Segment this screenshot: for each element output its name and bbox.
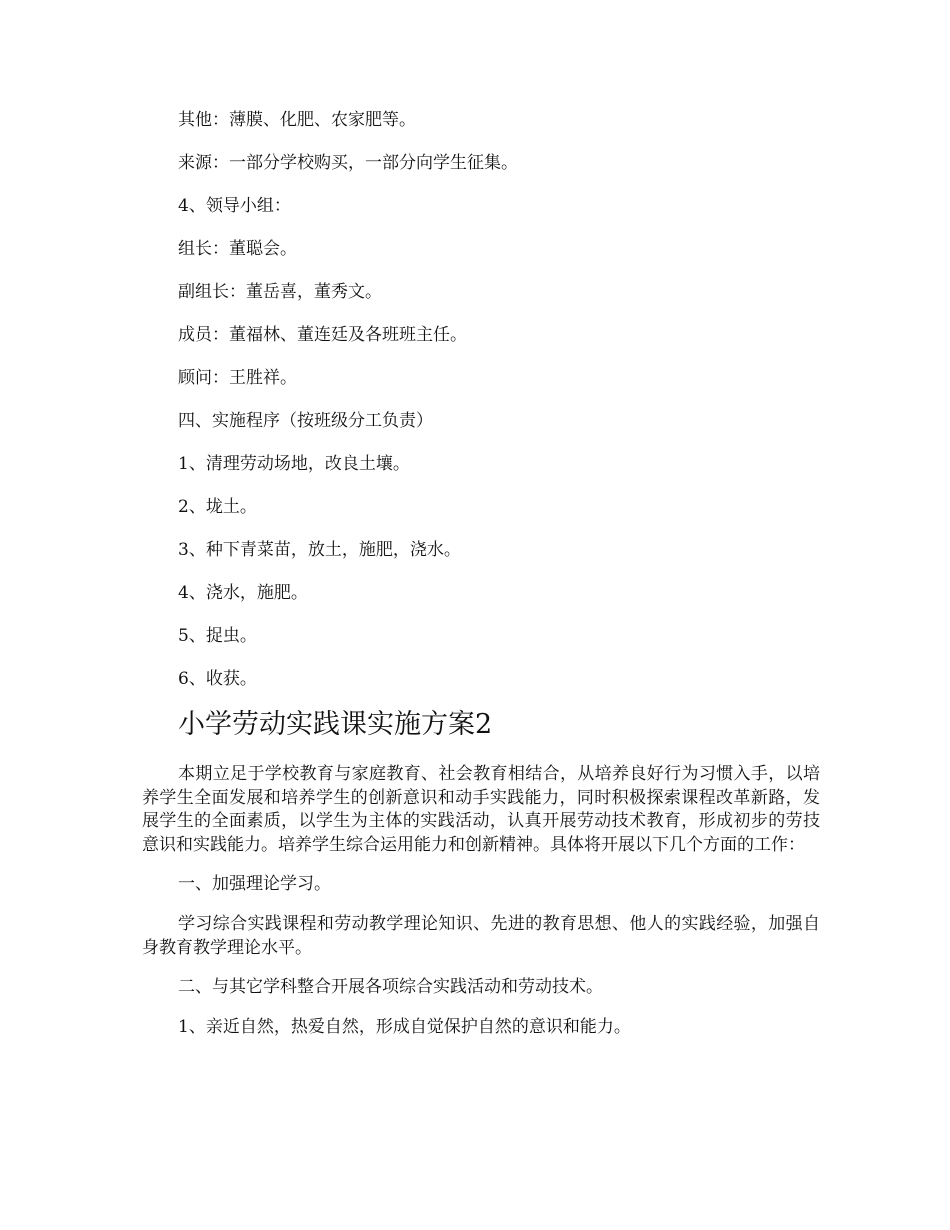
- paragraph-nature-item: 1、亲近自然，热爱自然，形成自觉保护自然的意识和能力。: [178, 1016, 631, 1037]
- text-line-deputy-leader: 副组长：董岳喜，董秀文。: [178, 282, 382, 302]
- text-line-implementation-heading: 四、实施程序（按班级分工负责）: [178, 411, 433, 431]
- text-line-other-materials: 其他：薄膜、化肥、农家肥等。: [178, 110, 416, 130]
- text-line-leadership-group: 4、领导小组：: [178, 196, 291, 216]
- text-line-step-6: 6、收获。: [178, 669, 257, 689]
- paragraph-theory-body: 学习综合实践课程和劳动教学理论知识、先进的教育思想、他人的实践经验，加强自身教育教学理论水平。: [142, 913, 820, 958]
- text-line-members: 成员：董福林、董连廷及各班班主任。: [178, 325, 467, 345]
- section-title: 小学劳动实践课实施方案2: [178, 709, 493, 740]
- text-line-consultant: 顾问：王胜祥。: [178, 368, 297, 388]
- text-line-group-leader: 组长：董聪会。: [178, 239, 297, 259]
- paragraph-integration-heading: 二、与其它学科整合开展各项综合实践活动和劳动技术。: [178, 977, 603, 998]
- text-line-step-3: 3、种下青菜苗，放土，施肥，浇水。: [178, 540, 461, 560]
- paragraph-theory-heading: 一、加强理论学习。: [178, 874, 331, 895]
- text-line-source: 来源：一部分学校购买，一部分向学生征集。: [178, 153, 518, 173]
- paragraph-intro: 本期立足于学校教育与家庭教育、社会教育相结合，从培养良好行为习惯入手，以培养学生全面发展和培养学生的创新意识和动手实践能力，同时积极探索课程改革新路，发展学生的全面素质，以学生为主体的实践活动，认真开展劳动技术教育，形成初步的劳技意识和实践能力。培养学生综合运用能力和创新精神。具体将开展以下几个方面的工作：: [142, 764, 820, 855]
- text-line-step-2: 2、垅土。: [178, 497, 257, 517]
- text-line-step-1: 1、清理劳动场地，改良土壤。: [178, 454, 410, 474]
- document-content: [142, 106, 820, 1039]
- text-line-step-4: 4、浇水，施肥。: [178, 583, 308, 603]
- text-line-step-5: 5、捉虫。: [178, 626, 257, 646]
